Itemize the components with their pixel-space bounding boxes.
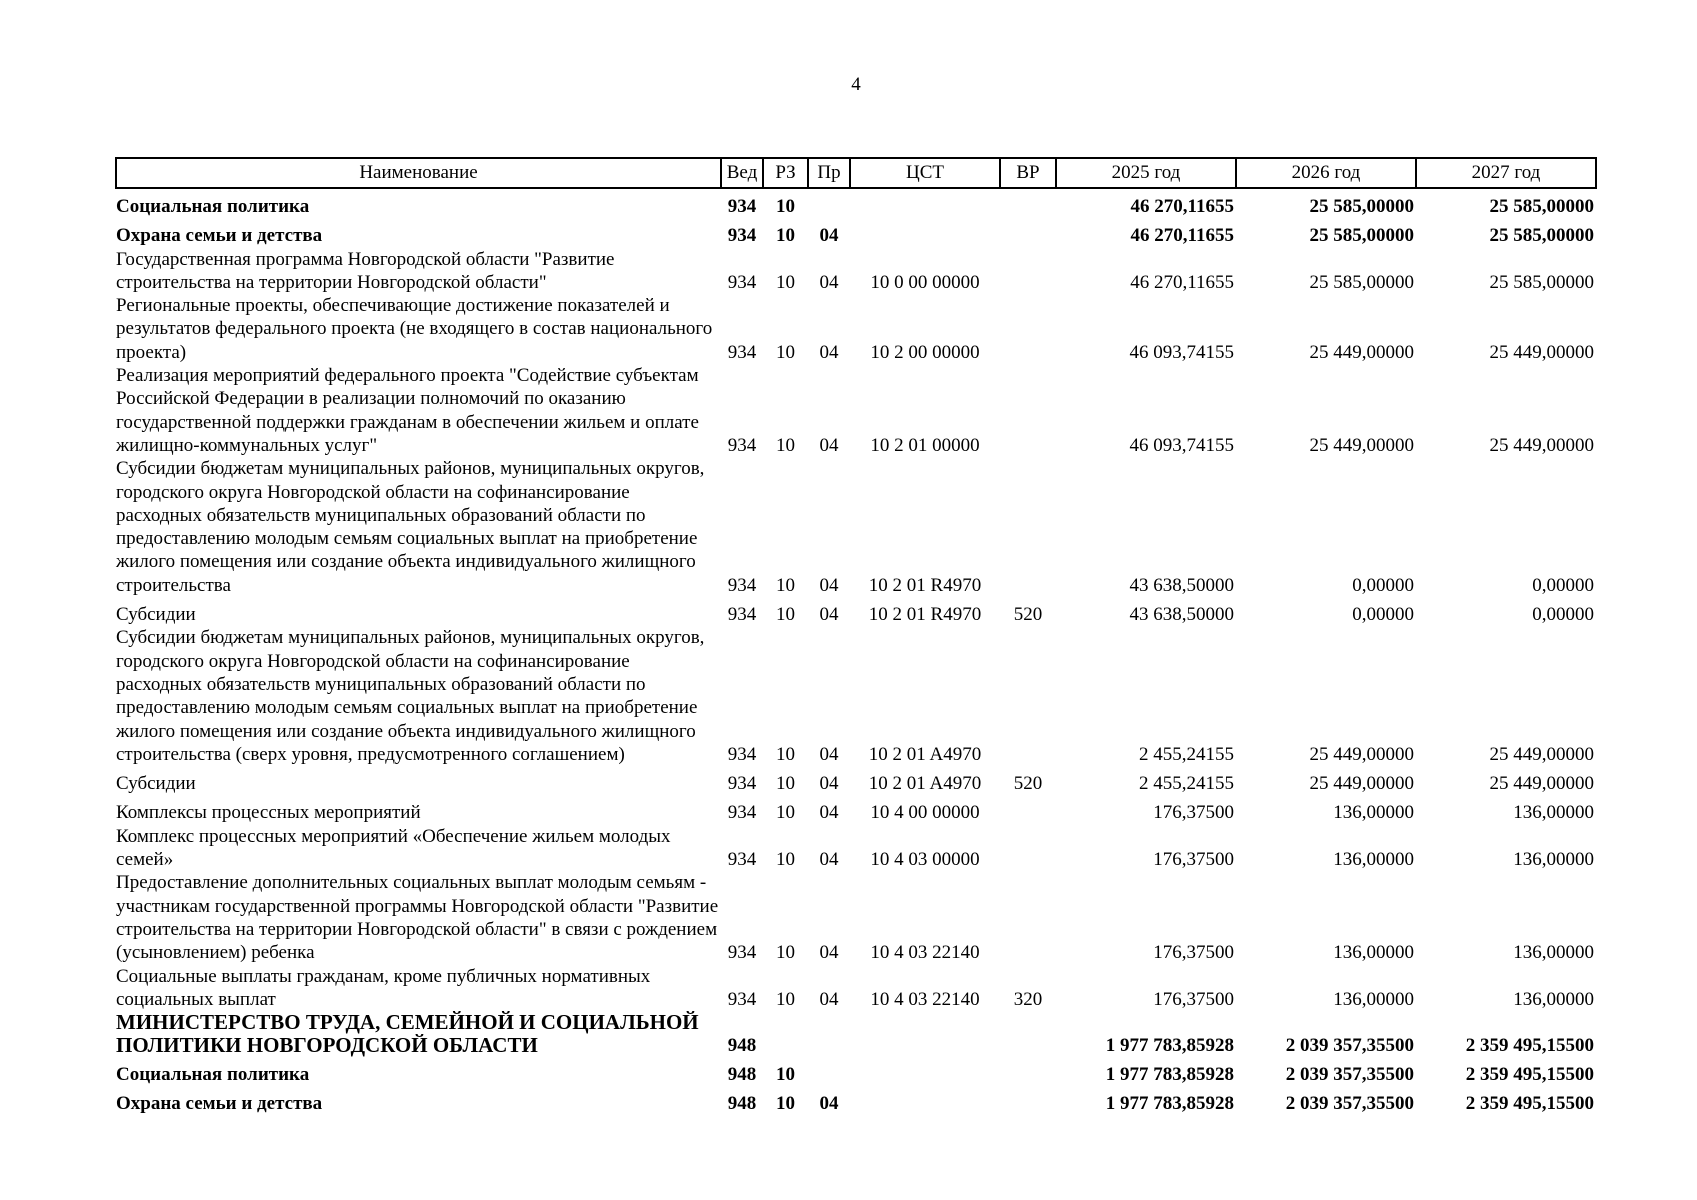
row-pr — [808, 1011, 850, 1057]
row-cst: 10 2 00 00000 — [870, 341, 980, 363]
row-pr: 04 — [819, 773, 839, 795]
header-pr: Пр — [808, 158, 850, 188]
row-ved: 934 — [727, 271, 757, 293]
row-2027: 25 449,00000 — [1489, 341, 1594, 363]
header-name: Наименование — [116, 158, 721, 188]
row-cst — [850, 1057, 1000, 1086]
row-2027: 25 585,00000 — [1489, 271, 1594, 293]
row-vr — [1000, 1011, 1056, 1057]
row-name: Социальные выплаты гражданам, кроме публичных нормативных социальных выплат — [116, 965, 651, 1010]
row-2027: 2 359 495,15500 — [1465, 1034, 1594, 1056]
row-cst — [850, 1011, 1000, 1057]
row-rz: 10 — [776, 225, 795, 247]
header-rz: РЗ — [763, 158, 808, 188]
table-row — [116, 766, 1596, 795]
row-rz — [763, 1011, 808, 1057]
table-row — [116, 188, 1596, 218]
row-vr — [1000, 871, 1056, 964]
row-2027: 2 359 495,15500 — [1465, 1093, 1594, 1115]
table-row — [116, 626, 1596, 766]
row-2026: 2 039 357,35500 — [1285, 1064, 1414, 1086]
table-header-row — [116, 158, 1596, 188]
row-name: МИНИСТЕРСТВО ТРУДА, СЕМЕЙНОЙ И СОЦИАЛЬНОЙ ПОЛИТИКИ НОВГОРОДСКОЙ ОБЛАСТИ — [116, 1010, 699, 1058]
row-name: Субсидии — [116, 604, 196, 626]
row-pr: 04 — [819, 434, 839, 456]
row-2027: 136,00000 — [1513, 849, 1594, 871]
row-vr — [1000, 1057, 1056, 1086]
row-ved: 934 — [727, 849, 757, 871]
row-rz: 10 — [776, 574, 795, 596]
row-pr: 04 — [819, 802, 839, 824]
row-cst: 10 2 01 A4970 — [868, 743, 982, 765]
row-name: Охрана семьи и детства — [116, 1093, 323, 1115]
row-2026: 2 039 357,35500 — [1285, 1093, 1414, 1115]
row-name: Субсидии бюджетам муниципальных районов, муниципальных округов, городского округа Новгородской области на софинансирование расходных обязательств муниципальных образований области по предоставлению молодым семьям социальных выплат на приобретение жилого помещения или создание объекта индивидуального жилищного строительства (сверх уровня, предусмотренного соглашением) — [116, 627, 705, 765]
row-2025: 1 977 783,85928 — [1105, 1093, 1234, 1115]
row-vr: 520 — [1013, 773, 1043, 795]
row-2027: 25 449,00000 — [1489, 743, 1594, 765]
row-2027: 0,00000 — [1532, 604, 1594, 626]
row-vr — [1000, 626, 1056, 766]
row-vr — [1000, 364, 1056, 457]
table-row — [116, 597, 1596, 626]
row-2027: 136,00000 — [1513, 942, 1594, 964]
row-vr — [1000, 188, 1056, 218]
row-vr — [1000, 795, 1056, 824]
row-rz: 10 — [776, 196, 795, 217]
row-vr: 320 — [1013, 988, 1043, 1010]
row-ved: 934 — [727, 196, 757, 217]
row-name: Охрана семьи и детства — [116, 225, 323, 247]
row-2027: 25 449,00000 — [1489, 773, 1594, 795]
row-ved: 934 — [727, 942, 757, 964]
table-row — [116, 825, 1596, 872]
row-2027: 2 359 495,15500 — [1465, 1064, 1594, 1086]
row-cst — [850, 188, 1000, 218]
row-pr: 04 — [819, 225, 839, 247]
row-2025: 1 977 783,85928 — [1105, 1064, 1234, 1086]
row-ved: 934 — [727, 802, 757, 824]
row-name: Социальная политика — [116, 1064, 310, 1086]
row-2026: 25 449,00000 — [1309, 434, 1414, 456]
row-pr: 04 — [819, 942, 839, 964]
row-2025: 176,37500 — [1153, 988, 1234, 1010]
table-row — [116, 364, 1596, 457]
budget-table — [115, 157, 1597, 1116]
row-name: Комплекс процессных мероприятий «Обеспечение жильем молодых семей» — [116, 825, 671, 871]
row-ved: 934 — [727, 341, 757, 363]
row-2025: 176,37500 — [1153, 802, 1234, 824]
header-ved: Вед — [721, 158, 763, 188]
row-2027: 25 585,00000 — [1489, 225, 1594, 247]
row-cst: 10 2 01 R4970 — [868, 604, 982, 626]
row-2026: 25 585,00000 — [1309, 271, 1414, 293]
row-rz: 10 — [776, 988, 795, 1010]
row-vr — [1000, 294, 1056, 364]
row-2025: 46 093,74155 — [1129, 341, 1234, 363]
row-2026: 25 449,00000 — [1309, 743, 1414, 765]
table-row — [116, 965, 1596, 1012]
table-row — [116, 871, 1596, 964]
row-pr: 04 — [819, 849, 839, 871]
row-ved: 934 — [727, 434, 757, 456]
row-2026: 0,00000 — [1352, 574, 1414, 596]
table-row — [116, 1011, 1596, 1057]
row-rz: 10 — [776, 773, 795, 795]
row-2026: 25 449,00000 — [1309, 773, 1414, 795]
row-vr — [1000, 825, 1056, 872]
row-2026: 136,00000 — [1333, 942, 1414, 964]
row-rz: 10 — [776, 1093, 795, 1115]
row-vr: 520 — [1013, 604, 1043, 626]
row-name: Социальная политика — [116, 196, 310, 217]
row-pr: 04 — [819, 604, 839, 626]
row-cst: 10 4 00 00000 — [870, 802, 980, 824]
row-2026: 25 449,00000 — [1309, 341, 1414, 363]
row-ved: 934 — [727, 743, 757, 765]
row-2027: 136,00000 — [1513, 988, 1594, 1010]
row-2025: 2 455,24155 — [1139, 773, 1234, 795]
row-ved: 948 — [727, 1093, 757, 1115]
row-cst: 10 4 03 00000 — [870, 849, 980, 871]
row-ved: 948 — [727, 1064, 757, 1086]
row-cst: 10 0 00 00000 — [870, 271, 980, 293]
row-2026: 25 585,00000 — [1309, 196, 1414, 217]
row-name: Предоставление дополнительных социальных выплат молодым семьям - участникам государственной программы Новгородской области "Развитие строительства на территории Новгородской области" в связи с рождением (усыновлением) ребенка — [116, 872, 719, 964]
row-pr: 04 — [819, 271, 839, 293]
row-2025: 46 270,11655 — [1130, 271, 1234, 293]
row-rz: 10 — [776, 1064, 795, 1086]
row-pr: 04 — [819, 574, 839, 596]
table-row — [116, 457, 1596, 597]
row-rz: 10 — [776, 604, 795, 626]
row-cst: 10 4 03 22140 — [870, 988, 980, 1010]
row-2026: 136,00000 — [1333, 988, 1414, 1010]
row-2027: 0,00000 — [1532, 574, 1594, 596]
header-cst: ЦСТ — [850, 158, 1000, 188]
row-cst — [850, 218, 1000, 247]
row-cst: 10 2 01 R4970 — [868, 574, 982, 596]
row-ved: 934 — [727, 574, 757, 596]
row-2027: 25 585,00000 — [1489, 196, 1594, 217]
row-2026: 136,00000 — [1333, 849, 1414, 871]
row-2025: 43 638,50000 — [1129, 604, 1234, 626]
row-vr — [1000, 218, 1056, 247]
header-vr: ВР — [1000, 158, 1056, 188]
row-2025: 43 638,50000 — [1129, 574, 1234, 596]
row-rz: 10 — [776, 802, 795, 824]
row-2025: 46 270,11655 — [1130, 225, 1234, 247]
row-name: Региональные проекты, обеспечивающие достижение показателей и результатов федерального проекта (не входящего в состав национального проекта) — [116, 295, 713, 363]
row-ved: 934 — [727, 604, 757, 626]
row-2026: 25 585,00000 — [1309, 225, 1414, 247]
row-2025: 46 093,74155 — [1129, 434, 1234, 456]
table-row — [116, 248, 1596, 295]
header-2027: 2027 год — [1416, 158, 1596, 188]
row-cst — [850, 1086, 1000, 1115]
table-row — [116, 795, 1596, 824]
row-name: Субсидии — [116, 773, 196, 795]
row-2027: 136,00000 — [1513, 802, 1594, 824]
row-2025: 176,37500 — [1153, 942, 1234, 964]
table-row — [116, 1057, 1596, 1086]
row-name: Субсидии бюджетам муниципальных районов, муниципальных округов, городского округа Новгородской области на софинансирование расходных обязательств муниципальных образований области по предоставлению молодым семьям социальных выплат на приобретение жилого помещения или создание объекта индивидуального жилищного строительства — [116, 458, 705, 596]
row-cst: 10 2 01 00000 — [870, 434, 980, 456]
row-2027: 25 449,00000 — [1489, 434, 1594, 456]
row-vr — [1000, 248, 1056, 295]
row-name: Государственная программа Новгородской области "Развитие строительства на территории Новгородской области" — [116, 248, 615, 293]
table-row — [116, 1086, 1596, 1115]
page-number: 4 — [851, 74, 861, 95]
row-rz: 10 — [776, 849, 795, 871]
row-pr — [808, 188, 850, 218]
header-2026: 2026 год — [1236, 158, 1416, 188]
table-row — [116, 218, 1596, 247]
row-2025: 176,37500 — [1153, 849, 1234, 871]
row-cst: 10 4 03 22140 — [870, 942, 980, 964]
row-pr: 04 — [819, 341, 839, 363]
row-vr — [1000, 457, 1056, 597]
row-pr: 04 — [819, 743, 839, 765]
row-rz: 10 — [776, 271, 795, 293]
row-2025: 2 455,24155 — [1139, 743, 1234, 765]
row-ved: 948 — [727, 1034, 757, 1056]
row-2025: 1 977 783,85928 — [1105, 1034, 1234, 1056]
row-rz: 10 — [776, 341, 795, 363]
row-rz: 10 — [776, 434, 795, 456]
table-row — [116, 294, 1596, 364]
row-ved: 934 — [727, 225, 757, 247]
row-rz: 10 — [776, 743, 795, 765]
row-name: Комплексы процессных мероприятий — [116, 802, 421, 824]
row-name: Реализация мероприятий федерального проекта "Содействие субъектам Российской Федерации в реализации полномочий по оказанию государственной поддержки гражданам в обеспечении жильем и оплате жилищно-коммунальных услуг" — [116, 365, 699, 456]
row-pr — [808, 1057, 850, 1086]
header-2025: 2025 год — [1056, 158, 1236, 188]
row-pr: 04 — [819, 1093, 839, 1115]
row-2025: 46 270,11655 — [1130, 196, 1234, 217]
row-vr — [1000, 1086, 1056, 1115]
row-2026: 2 039 357,35500 — [1285, 1034, 1414, 1056]
row-pr: 04 — [819, 988, 839, 1010]
row-2026: 136,00000 — [1333, 802, 1414, 824]
row-2026: 0,00000 — [1352, 604, 1414, 626]
row-ved: 934 — [727, 773, 757, 795]
row-ved: 934 — [727, 988, 757, 1010]
row-cst: 10 2 01 A4970 — [868, 773, 982, 795]
row-rz: 10 — [776, 942, 795, 964]
